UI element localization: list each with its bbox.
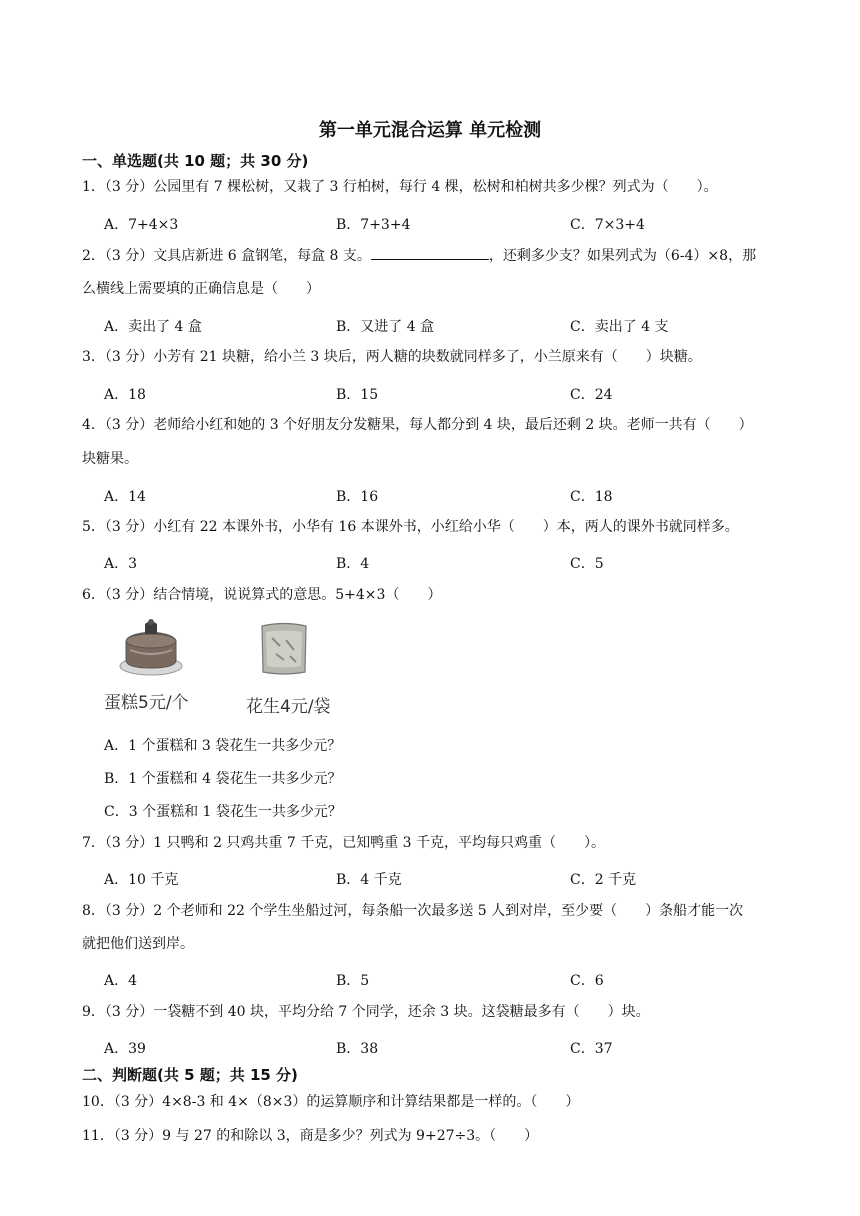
question-4: 4．（3 分）老师给小红和她的 3 个好朋友分发糖果，每人都分到 4 块，最后还剩 2 块。老师一共有（ ） <box>82 417 753 433</box>
question-2-text-after: ，还剩多少支？如果列式为（6-4）×8，那 <box>488 248 757 264</box>
option-a[interactable]: A．3 <box>104 556 138 572</box>
option-b[interactable]: B．1 个蛋糕和 4 袋花生一共多少元？ <box>104 771 342 787</box>
option-a[interactable]: A．1 个蛋糕和 3 袋花生一共多少元？ <box>104 738 342 754</box>
option-a[interactable]: A．卖出了 4 盒 <box>104 319 202 335</box>
question-1: 1．（3 分）公园里有 7 棵松树，又栽了 3 行柏树，每行 4 棵，松树和柏树共多少棵？列式为（ ）。 <box>82 179 718 195</box>
option-a[interactable]: A．4 <box>104 973 138 989</box>
option-b[interactable]: B．16 <box>336 489 379 505</box>
option-c[interactable]: C．24 <box>570 387 613 403</box>
question-7: 7．（3 分）1 只鸭和 2 只鸡共重 7 千克，已知鸭重 3 千克，平均每只鸡重（ ）。 <box>82 835 606 851</box>
option-c[interactable]: C．6 <box>570 973 604 989</box>
option-c[interactable]: C．5 <box>570 556 604 572</box>
cake-price-label: 蛋糕5元/个 <box>104 693 189 713</box>
option-c[interactable]: C．2 千克 <box>570 872 637 888</box>
question-2-text-before: 2．（3 分）文具店新进 6 盒钢笔，每盒 8 支。 <box>82 248 371 264</box>
option-a[interactable]: A．10 千克 <box>104 872 179 888</box>
option-b[interactable]: B．4 千克 <box>336 872 402 888</box>
option-b[interactable]: B．7+3+4 <box>336 217 411 233</box>
cake-picture <box>118 616 184 680</box>
question-9: 9．（3 分）一袋糖不到 40 块，平均分给 7 个同学，还余 3 块。这袋糖最多有（ ）块。 <box>82 1004 650 1020</box>
option-a[interactable]: A．7+4×3 <box>104 217 179 233</box>
answer-blank <box>371 245 489 260</box>
option-c[interactable]: C．37 <box>570 1041 613 1057</box>
question-8-line2: 就把他们送到岸。 <box>82 936 194 952</box>
option-c[interactable]: C．18 <box>570 489 613 505</box>
question-10: 10．（3 分）4×8-3 和 4×（8×3）的运算顺序和计算结果都是一样的。（ ） <box>82 1094 580 1110</box>
option-b[interactable]: B．15 <box>336 387 379 403</box>
question-11: 11．（3 分）9 与 27 的和除以 3，商是多少？列式为 9+27÷3。（ ） <box>82 1128 539 1144</box>
option-b[interactable]: B．38 <box>336 1041 379 1057</box>
option-a[interactable]: A．14 <box>104 489 146 505</box>
option-a[interactable]: A．18 <box>104 387 146 403</box>
section-heading-true-false: 二、判断题(共 5 题；共 15 分) <box>82 1066 298 1084</box>
question-3: 3．（3 分）小芳有 21 块糖，给小兰 3 块后，两人糖的块数就同样多了，小兰原来有（ ）块糖。 <box>82 349 702 365</box>
peanut-bag-picture <box>258 620 310 678</box>
option-c[interactable]: C．3 个蛋糕和 1 袋花生一共多少元？ <box>104 804 342 820</box>
option-c[interactable]: C．7×3+4 <box>570 217 645 233</box>
option-b[interactable]: B．5 <box>336 973 370 989</box>
question-2-line2: 么横线上需要填的正确信息是（ ） <box>82 281 320 297</box>
option-a[interactable]: A．39 <box>104 1041 146 1057</box>
page-title: 第一单元混合运算 单元检测 <box>318 120 542 141</box>
option-b[interactable]: B．4 <box>336 556 370 572</box>
option-c[interactable]: C．卖出了 4 支 <box>570 319 669 335</box>
question-2 <box>82 239 812 273</box>
section-heading-single-choice: 一、单选题(共 10 题；共 30 分) <box>82 152 309 170</box>
question-5: 5．（3 分）小红有 22 本课外书，小华有 16 本课外书，小红给小华（ ）本，两人的课外书就同样多。 <box>82 519 739 535</box>
question-6: 6．（3 分）结合情境，说说算式的意思。5+4×3（ ） <box>82 587 442 603</box>
option-b[interactable]: B．又进了 4 盒 <box>336 319 435 335</box>
question-4-line2: 块糖果。 <box>82 451 138 467</box>
peanut-price-label: 花生4元/袋 <box>246 697 331 717</box>
question-8: 8．（3 分）2 个老师和 22 个学生坐船过河，每条船一次最多送 5 人到对岸，至少要（ ）条船才能一次 <box>82 903 744 919</box>
